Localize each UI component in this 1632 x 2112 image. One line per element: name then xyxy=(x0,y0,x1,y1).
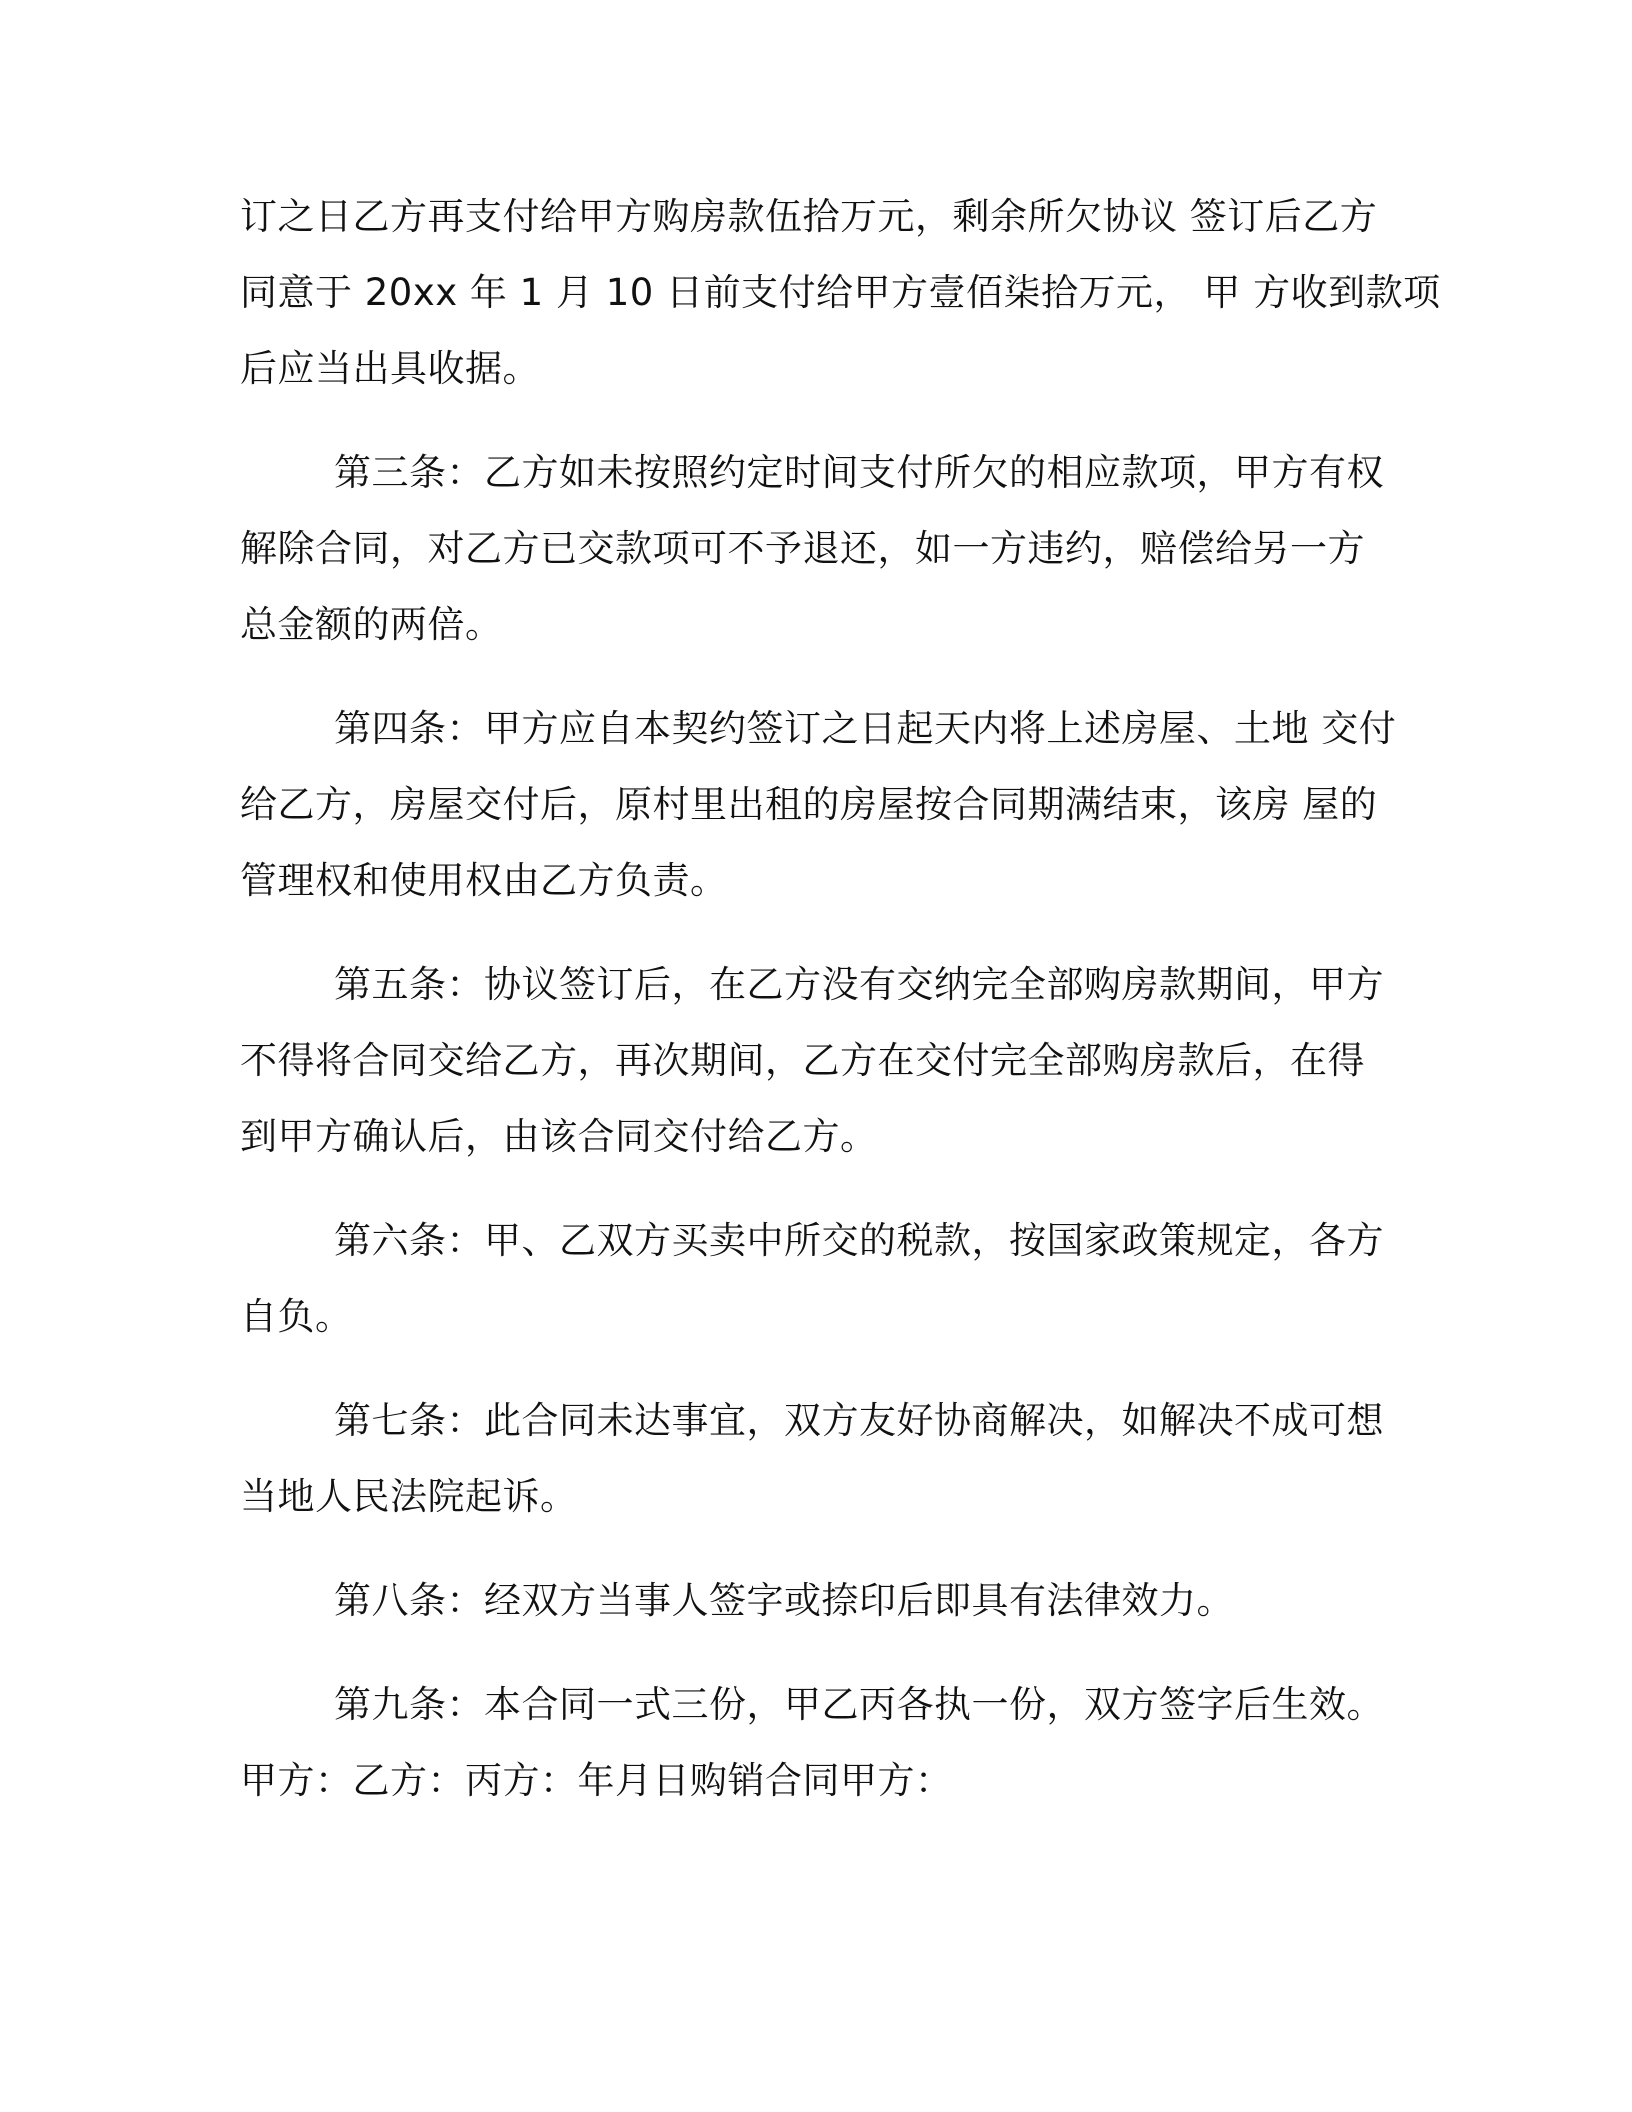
text-line: 当地人民法院起诉。 xyxy=(240,1475,578,1518)
clause-6-line: 第六条：甲、乙双方买卖中所交的税款，按国家政策规定，各方 xyxy=(334,1219,1384,1262)
text-line: 到甲方确认后，由该合同交付给乙方。 xyxy=(240,1115,878,1158)
text-line: 不得将合同交给乙方，再次期间，乙方在交付完全部购房款后，在得 xyxy=(240,1039,1365,1082)
text-line: 后应当出具收据。 xyxy=(240,347,540,390)
text-line: 解除合同，对乙方已交款项可不予退还，如一方违约，赔偿给另一方 xyxy=(240,527,1365,570)
text-line: 同意于 20xx 年 1 月 10 日前支付给甲方壹佰柒拾万元， 甲 方收到款项 xyxy=(240,271,1441,314)
clause-4-line: 第四条：甲方应自本契约签订之日起天内将上述房屋、土地 交付 xyxy=(334,707,1397,750)
clause-3-line: 第三条：乙方如未按照约定时间支付所欠的相应款项，甲方有权 xyxy=(334,451,1384,494)
clause-7-line: 第七条：此合同未达事宜，双方友好协商解决，如解决不成可想 xyxy=(334,1399,1384,1442)
clause-5-line: 第五条：协议签订后，在乙方没有交纳完全部购房款期间，甲方 xyxy=(334,963,1384,1006)
text-line: 总金额的两倍。 xyxy=(240,603,503,646)
text-line: 自负。 xyxy=(240,1295,353,1338)
text-line: 订之日乙方再支付给甲方购房款伍拾万元，剩余所欠协议 签订后乙方 xyxy=(240,195,1378,238)
clause-8-line: 第八条：经双方当事人签字或捺印后即具有法律效力。 xyxy=(334,1579,1234,1622)
clause-9-line: 第九条：本合同一式三份，甲乙丙各执一份，双方签字后生效。 xyxy=(334,1683,1384,1726)
signature-line: 甲方：乙方：丙方：年月日购销合同甲方： xyxy=(240,1759,953,1802)
text-line: 管理权和使用权由乙方负责。 xyxy=(240,859,728,902)
text-line: 给乙方，房屋交付后，原村里出租的房屋按合同期满结束，该房 屋的 xyxy=(240,783,1378,826)
